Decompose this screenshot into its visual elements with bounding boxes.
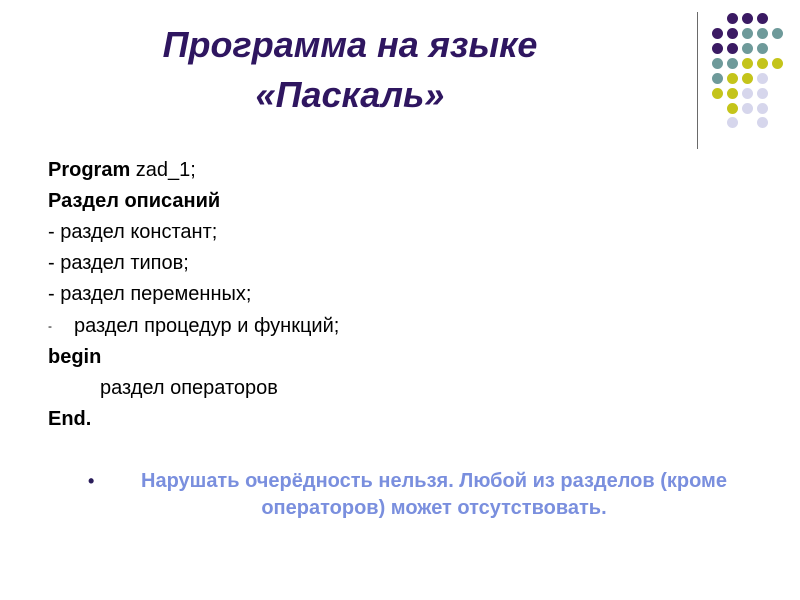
decorative-dot <box>742 13 753 24</box>
slide-title-line-1: Программа на языке <box>162 24 538 65</box>
decorative-dot <box>742 73 753 84</box>
decorative-dot <box>757 13 768 24</box>
operators-section-line: раздел операторов <box>100 377 278 399</box>
decorative-dot <box>727 73 738 84</box>
bullet-icon: • <box>88 471 95 491</box>
vars-section-line: - раздел переменных; <box>48 283 252 305</box>
decorative-dot <box>757 117 768 128</box>
slide-title-line-2: «Паскаль» <box>255 74 445 115</box>
decorative-dot <box>742 28 753 39</box>
program-line <box>48 155 196 186</box>
proc-section-line <box>48 311 339 342</box>
decorative-dot <box>742 88 753 99</box>
const-section-line: - раздел констант; <box>48 221 218 243</box>
decorative-dot <box>757 58 768 69</box>
decorative-dot <box>772 28 783 39</box>
decorative-dot <box>742 58 753 69</box>
decorative-dot <box>742 103 753 114</box>
decorative-dot <box>742 43 753 54</box>
vertical-divider <box>697 12 698 149</box>
decorative-dot <box>727 88 738 99</box>
end-keyword: End. <box>48 408 92 430</box>
decorative-dot <box>757 88 768 99</box>
proc-dash: - <box>48 319 52 333</box>
decorative-dot <box>712 28 723 39</box>
decorative-dot <box>712 58 723 69</box>
types-section-line: - раздел типов; <box>48 252 189 274</box>
decorative-dot <box>727 13 738 24</box>
decorative-dot <box>727 28 738 39</box>
decorative-dot <box>772 58 783 69</box>
program-name: zad_1; <box>130 159 196 181</box>
decorative-dot <box>712 43 723 54</box>
decorative-dot <box>757 73 768 84</box>
decorative-dot <box>757 43 768 54</box>
decorative-dot <box>757 28 768 39</box>
decorative-dot <box>712 73 723 84</box>
decorative-dot <box>727 103 738 114</box>
decorative-dot <box>727 43 738 54</box>
decorative-dot <box>757 103 768 114</box>
proc-section-text: раздел процедур и функций; <box>74 315 340 337</box>
decorative-dot <box>712 88 723 99</box>
note-text: Нарушать очерёдность нельзя. Любой из разделов (кроме операторов) может отсутствовать. <box>141 470 727 519</box>
decorative-dot <box>727 58 738 69</box>
begin-keyword: begin <box>48 346 102 368</box>
program-keyword: Program <box>48 159 131 181</box>
descriptions-heading: Раздел описаний <box>48 190 221 212</box>
decorative-dot <box>727 117 738 128</box>
slide-title <box>90 20 610 120</box>
